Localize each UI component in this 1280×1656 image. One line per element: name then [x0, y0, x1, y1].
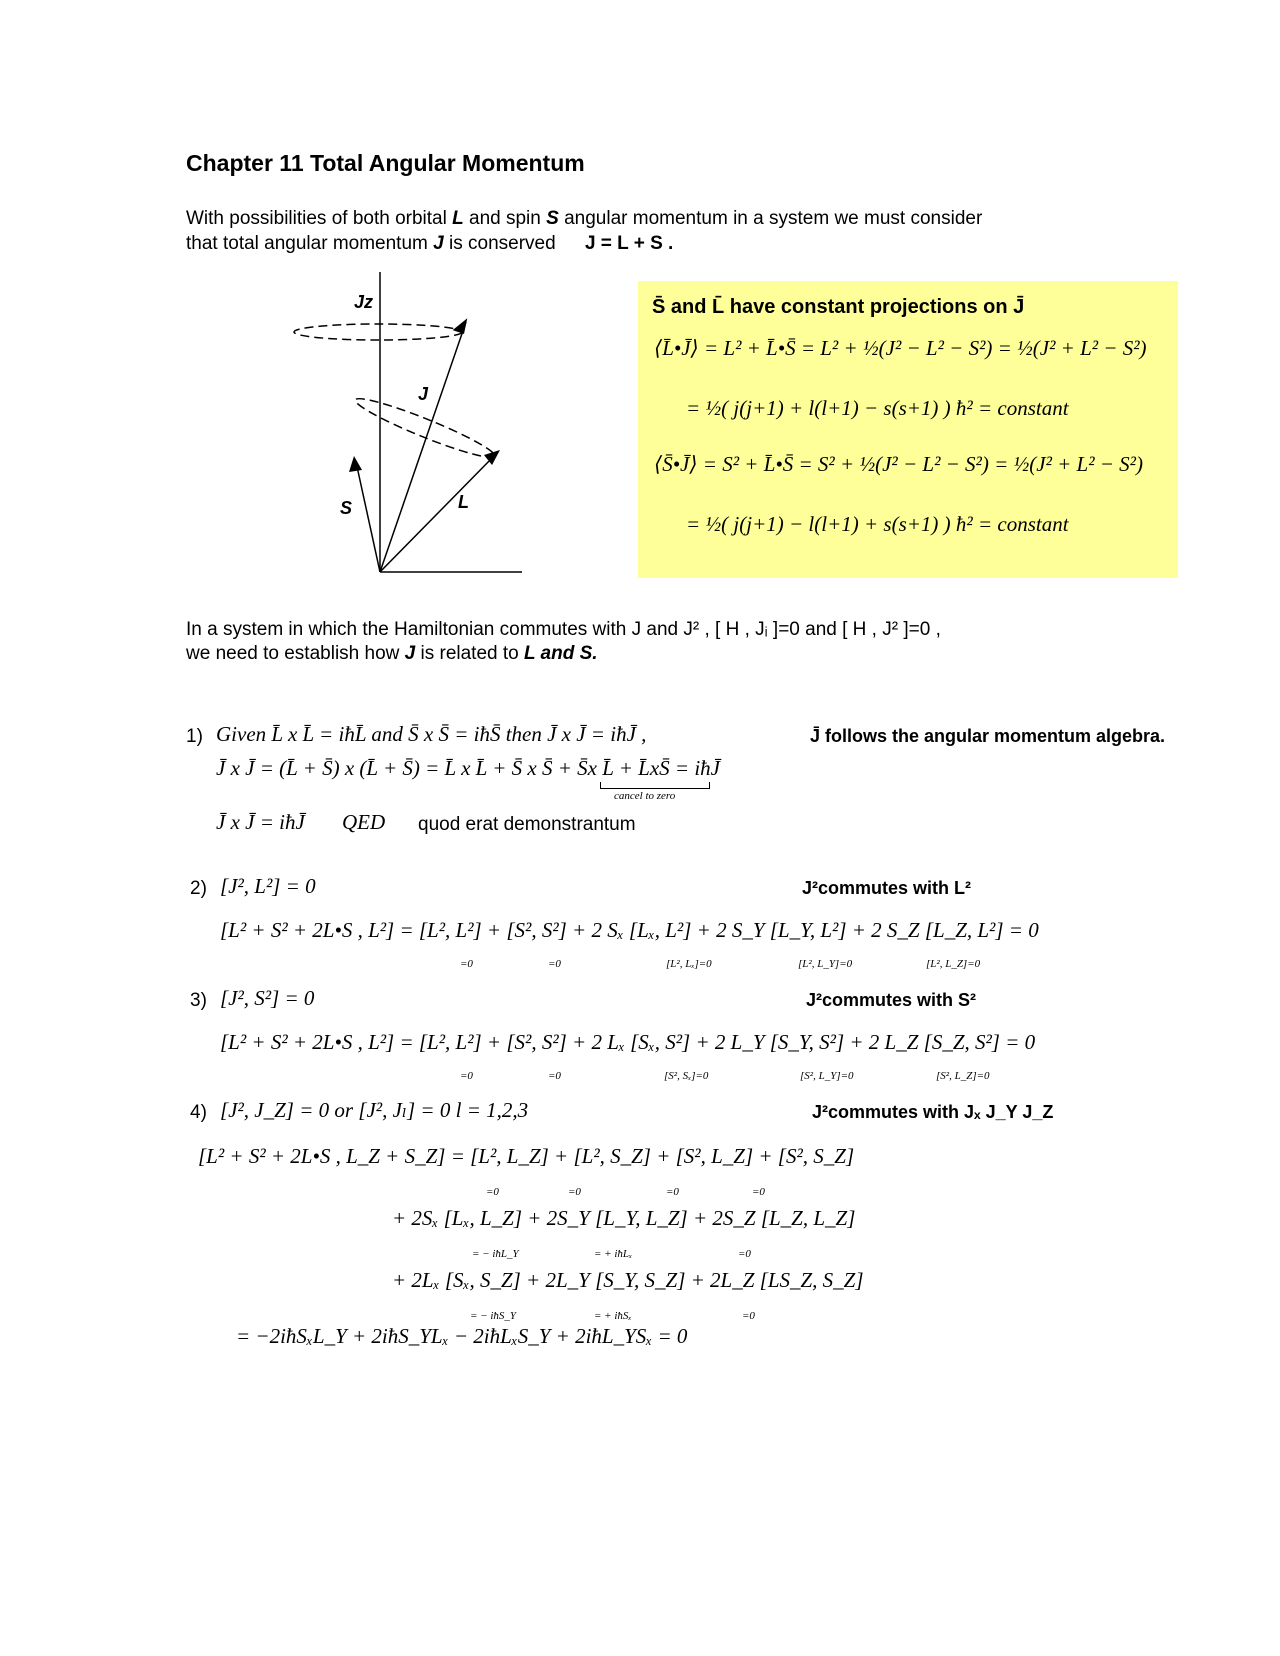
item-2-number: 2)	[190, 878, 207, 899]
item-3-number: 3)	[190, 990, 207, 1011]
hamiltonian-text: is related to	[415, 643, 524, 664]
item-3-brace-1: =0	[460, 1070, 473, 1082]
item-4-line-3-brace-1: = − iħS_Y	[470, 1310, 517, 1322]
arrowhead-j	[453, 315, 470, 334]
item-3-brace-3: [S², Sₓ]=0	[664, 1070, 709, 1082]
item-1-given: Given L̄ x L̄ = iħL̄ and S̄ x S̄ = iħS̄ then J̄ x J̄ = iħJ̄ ,	[216, 722, 647, 746]
hamiltonian-J: J	[404, 643, 416, 664]
item-2-brace-2: =0	[548, 958, 561, 970]
item-4-head: [J², J_Z] = 0 or [J², Jₗ] = 0 l = 1,2,3	[220, 1098, 529, 1122]
label-jz: Jz	[354, 292, 374, 312]
item-4-number: 4)	[190, 1102, 207, 1123]
item-4-result: = −2iħSₓL_Y + 2iħS_YLₓ − 2iħLₓS_Y + 2iħL_YSₓ = 0	[236, 1324, 688, 1348]
cancel-brace	[600, 782, 710, 789]
item-4-note: J²commutes with Jₓ J_Y J_Z	[812, 1102, 1054, 1122]
cancel-note: cancel to zero	[614, 790, 676, 802]
item-1-number: 1)	[186, 726, 203, 747]
item-3-brace-2: =0	[548, 1070, 561, 1082]
intro-line-1	[186, 206, 982, 231]
intro-line-2	[186, 231, 673, 256]
item-4-line-2-brace-2: = + iħLₓ	[594, 1248, 633, 1260]
item-3-expansion: [L² + S² + 2L•S , L²] = [L², L²] + [S², S²] + 2 Lₓ [Sₓ, S²] + 2 L_Y [S_Y, S²] + 2 L_Z [S_Z, S²] = 0	[220, 1030, 1036, 1054]
item-3-head: [J², S²] = 0	[220, 986, 315, 1010]
box-equation-4: = ½( j(j+1) − l(l+1) + s(s+1) ) ħ² = constant	[686, 512, 1069, 536]
intro-text: that total angular momentum	[186, 233, 434, 254]
item-2-expansion: [L² + S² + 2L•S , L²] = [L², L²] + [S², S²] + 2 Sₓ [Lₓ, L²] + 2 S_Y [L_Y, L²] + 2 S_Z [L_Z, L²] = 0	[220, 918, 1039, 942]
hamiltonian-text: we need to establish how	[186, 643, 405, 664]
total-momentum-equation: J = L + S .	[584, 233, 674, 254]
label-j: J	[418, 384, 429, 404]
arrowhead-s	[349, 456, 362, 472]
box-equation-1: ⟨L̄•J̄⟩ = L² + L̄•S̄ = L² + ½(J² − L² − S²) = ½(J² + L² − S²)	[654, 336, 1147, 360]
item-1-latin: quod erat demonstrantum	[418, 814, 636, 835]
item-4-line-3-brace-2: = + iħSₓ	[594, 1310, 632, 1322]
box-equation-2: = ½( j(j+1) + l(l+1) − s(s+1) ) ħ² = constant	[686, 396, 1069, 420]
item-4-line-3: + 2Lₓ [Sₓ, S_Z] + 2L_Y [S_Y, S_Z] + 2L_Z [LS_Z, S_Z]	[392, 1268, 864, 1292]
item-2-brace-3: [L², Lₓ]=0	[666, 958, 712, 970]
item-1-qed: QED	[342, 810, 386, 834]
item-1-note: J̄ follows the angular momentum algebra.	[810, 726, 1166, 746]
item-1-result: J̄ x J̄ = iħJ̄	[216, 810, 305, 834]
item-4-line-1: [L² + S² + 2L•S , L_Z + S_Z] = [L², L_Z] + [L², S_Z] + [S², L_Z] + [S², S_Z]	[198, 1144, 855, 1168]
item-1-derivation: J̄ x J̄ = (L̄ + S̄) x (L̄ + S̄) = L̄ x L̄ + S̄ x S̄ + S̄x L̄ + L̄xS̄ = iħJ̄	[216, 756, 720, 780]
vector-j	[380, 322, 466, 572]
vector-s	[356, 462, 380, 572]
page-title: Chapter 11 Total Angular Momentum	[186, 150, 585, 176]
intro-text: With possibilities of both orbital	[186, 208, 453, 229]
item-4-line-1-brace-4: =0	[752, 1186, 765, 1198]
item-4-line-2: + 2Sₓ [Lₓ, L_Z] + 2S_Y [L_Y, L_Z] + 2S_Z [L_Z, L_Z]	[392, 1206, 856, 1230]
item-4-line-2-brace-1: = − iħL_Y	[472, 1248, 519, 1260]
item-2-brace-4: [L², L_Y]=0	[798, 958, 853, 970]
label-l: L	[458, 492, 469, 512]
item-2-brace-5: [L², L_Z]=0	[926, 958, 981, 970]
item-3-note: J²commutes with S²	[806, 990, 977, 1010]
intro-text: angular momentum in a system we must consider	[558, 208, 983, 229]
item-4-line-3-brace-3: =0	[742, 1310, 755, 1322]
intro-text: and spin	[463, 208, 547, 229]
item-4-line-1-brace-2: =0	[568, 1186, 581, 1198]
vector-l	[380, 454, 496, 572]
hamiltonian-line-1: In a system in which the Hamiltonian commutes with J and J² , [ H , Jᵢ ]=0 and [ H , J² ]=0 ,	[186, 619, 941, 640]
intro-J: J	[433, 233, 444, 254]
intro-S: S	[546, 208, 559, 229]
vector-diagram	[270, 268, 540, 588]
item-2-head: [J², L²] = 0	[220, 874, 316, 898]
label-s: S	[340, 498, 353, 518]
projection-box-heading: S̄ and L̄ have constant projections on J̄	[652, 296, 1025, 318]
item-4-line-2-brace-3: =0	[738, 1248, 751, 1260]
hamiltonian-line-2	[186, 641, 598, 666]
box-equation-3: ⟨S̄•J̄⟩ = S² + L̄•S̄ = S² + ½(J² − L² − S²) = ½(J² + L² − S²)	[654, 452, 1143, 476]
item-4-line-1-brace-3: =0	[666, 1186, 679, 1198]
item-4-line-1-brace-1: =0	[486, 1186, 499, 1198]
item-2-brace-1: =0	[460, 958, 473, 970]
item-3-brace-5: [S², L_Z]=0	[936, 1070, 990, 1082]
item-3-brace-4: [S², L_Y]=0	[800, 1070, 854, 1082]
item-2-note: J²commutes with L²	[802, 878, 972, 898]
intro-L: L	[452, 208, 464, 229]
intro-text: is conserved	[443, 233, 556, 254]
precession-ellipse-top	[294, 324, 462, 340]
hamiltonian-LS: L and S.	[524, 643, 598, 664]
